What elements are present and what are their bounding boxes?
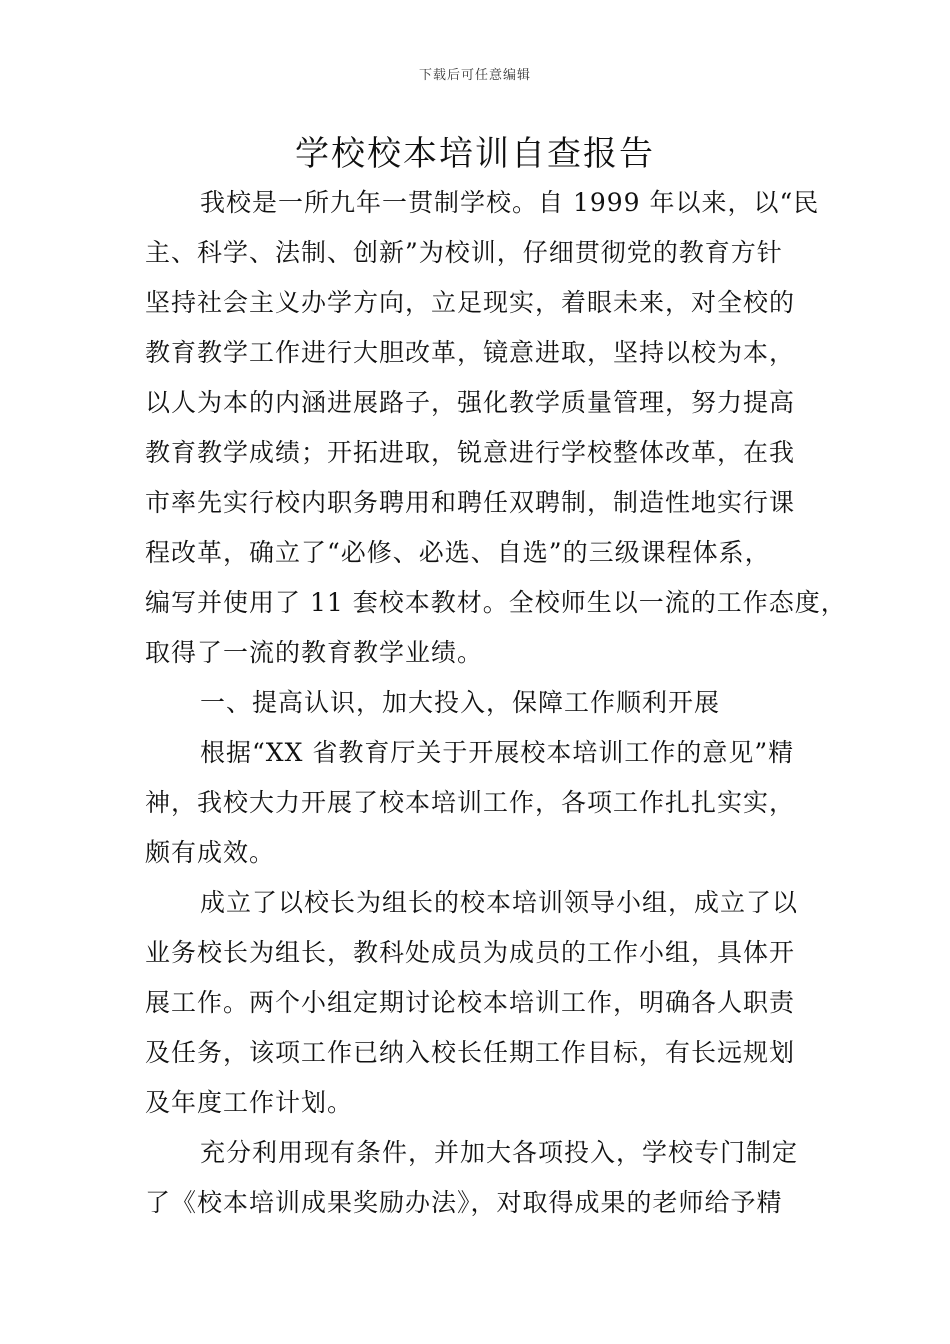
text-line: 根据“XX 省教育厅关于开展校本培训工作的意见”精 (200, 738, 795, 767)
text-line: 市率先实行校内职务聘用和聘任双聘制，制造性地实行课 (145, 488, 796, 517)
text-line: 及任务，该项工作已纳入校长任期工作目标，有长远规划 (145, 1038, 796, 1067)
text-line: 编写并使用了 11 套校本教材。全校师生以一流的工作态度， (145, 588, 847, 617)
document-body (145, 178, 847, 1228)
document-title: 学校校本培训自查报告 (295, 134, 655, 174)
text-line: 取得了一流的教育教学业绩。 (145, 638, 484, 667)
text-line: 坚持社会主义办学方向，立足现实，着眼未来，对全校的 (145, 288, 796, 317)
text-line: 教育教学工作进行大胆改革，镜意进取，坚持以校为本， (145, 338, 796, 367)
page-header-note: 下载后可任意编辑 (418, 68, 531, 83)
text-line: 及年度工作计划。 (145, 1088, 354, 1117)
text-line: 一、提高认识，加大投入，保障工作顺利开展 (200, 688, 721, 717)
text-line: 成立了以校长为组长的校本培训领导小组，成立了以 (200, 888, 799, 917)
text-line: 以人为本的内涵进展路子，强化教学质量管理，努力提高 (145, 388, 796, 417)
text-line: 业务校长为组长，教科处成员为成员的工作小组，具体开 (145, 938, 796, 967)
text-line: 教育教学成绩；开拓进取，锐意进行学校整体改革，在我 (145, 438, 796, 467)
text-line: 主、科学、法制、创新”为校训，仔细贯彻党的教育方针 (145, 238, 783, 267)
text-line: 颇有成效。 (145, 838, 276, 867)
text-line: 充分利用现有条件，并加大各项投入，学校专门制定 (200, 1138, 799, 1167)
text-line: 程改革，确立了“必修、必选、自选”的三级课程体系， (145, 538, 771, 567)
text-line: 神，我校大力开展了校本培训工作，各项工作扎扎实实， (145, 788, 796, 817)
text-line: 了《校本培训成果奖励办法》，对取得成果的老师给予精 (145, 1188, 783, 1217)
text-line: 展工作。两个小组定期讨论校本培训工作，明确各人职责 (145, 988, 796, 1017)
text-line: 我校是一所九年一贯制学校。自 1999 年以来，以“民 (200, 188, 820, 217)
